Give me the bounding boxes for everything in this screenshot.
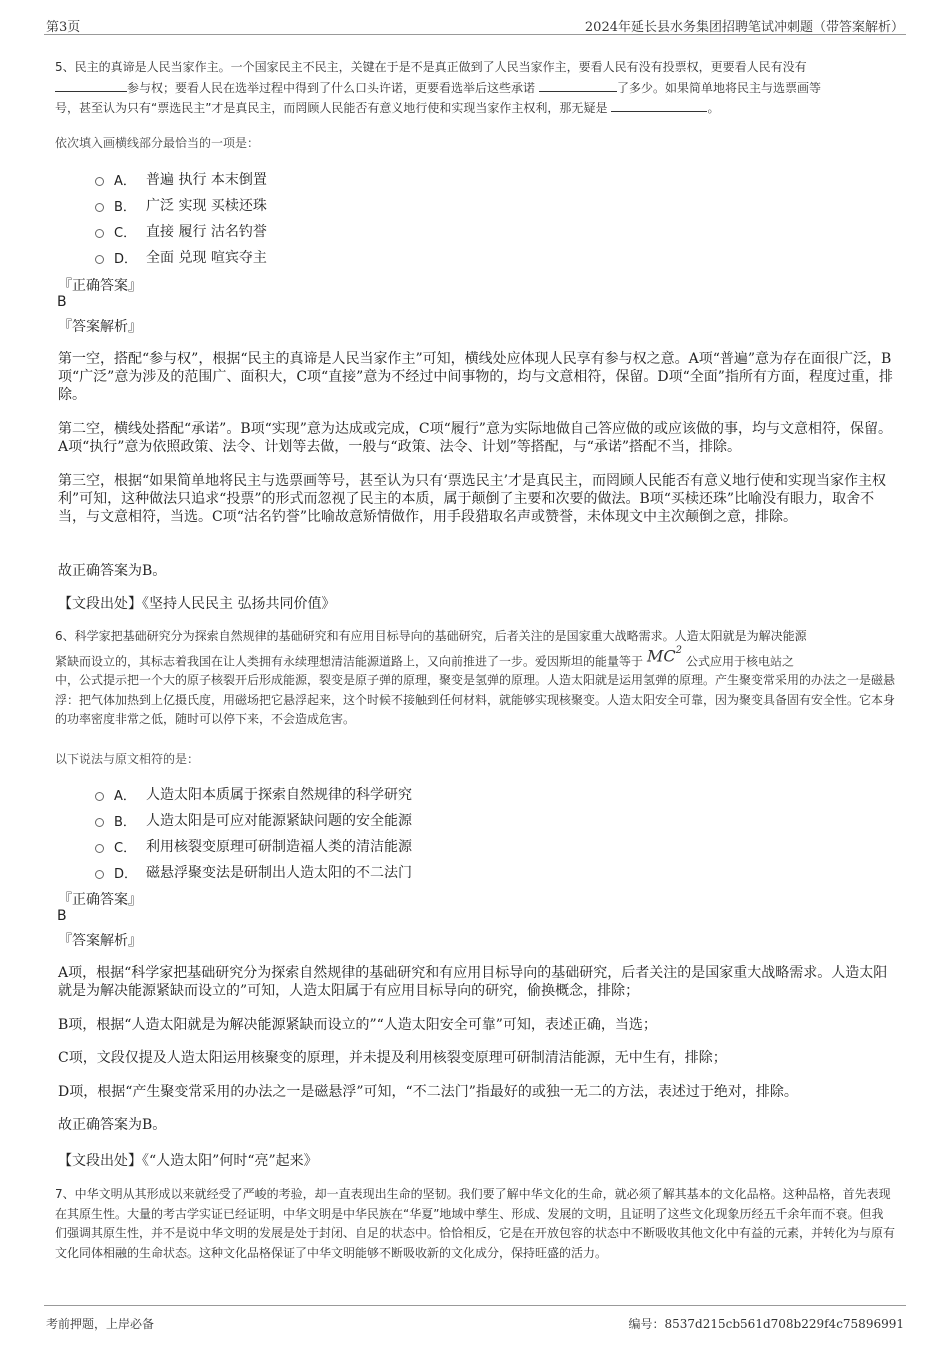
question-7-stem: 7、中华文明从其形成以来就经受了严峻的考验，却一直表现出生命的坚韧。我们要了解中华文化的生命，就必须了解其基本的文化品格。这种品格，首先表现在其原生性。大量的考古学实证已经证明，中华文明是中华民族在“华夏”地域中孳生、形成、发展的文明，且证明了这些文化现象历经五千余年而不衰。但我们强调其原生性，并不是说中华文明的发展是处于封闭、自足的状态中。恰恰相反，它是在开放包容的状态中不断吸收其他文化中有益的元素，并转化为与原有文化同体相融的生命状态。这种文化品格保证了中华文明能够不断吸收新的文化成分，保持旺盛的活力。 xyxy=(55,1187,896,1260)
page-number: 第3页 xyxy=(46,20,81,35)
radio-button[interactable] xyxy=(95,203,104,212)
question-6-stem-text: 6、科学家把基础研究分为探索自然规律的基础研究和有应用目标导向的基础研究，后者关注的是国家重大战略需求。人造太阳就是为解决能源 xyxy=(55,629,807,643)
footer-code-value: 8537d215cb561d708b229f4c75896991 xyxy=(664,1317,904,1331)
question-6-answer-heading: 『正确答案』 xyxy=(58,892,142,908)
option-letter: C． xyxy=(114,225,137,241)
question-5-stem-end: 。 xyxy=(707,101,720,115)
question-6-option-b[interactable] xyxy=(95,807,412,833)
blank-3 xyxy=(611,98,707,112)
question-6-option-d[interactable] xyxy=(95,859,412,885)
formula-exponent: 2 xyxy=(675,644,683,656)
question-5-stem-text: 号，甚至认为只有“票选民主”才是真民主，而罔顾人民能否有意义地行使和实现当家作主权利，那无疑是 xyxy=(55,101,608,115)
option-letter: D． xyxy=(114,866,138,882)
page-footer xyxy=(44,1305,906,1331)
option-text: 人造太阳本质属于探索自然规律的科学研究 xyxy=(146,787,412,803)
option-letter: B． xyxy=(114,814,136,830)
radio-button[interactable] xyxy=(95,818,104,827)
radio-button[interactable] xyxy=(95,229,104,238)
question-5-analysis-3: 第三空，根据“如果简单地将民主与选票画等号，甚至认为只有‘票选民主’才是真民主，而罔顾人民能否有意义地行使和实现当家作主权利”可知，这种做法只追求“投票”的形式而忽视了民主的本质，属于颠倒了主要和次要的做法。B项“买椟还珠”比喻没有眼力，取舍不当，与文意相符，当选。C项“沽名钓誉”比喻故意矫情做作，用手段猎取名声或赞誉，未体现文中主次颠倒之意，排除。 xyxy=(58,473,887,525)
document-title: 2024年延长县水务集团招聘笔试冲刺题（带答案解析） xyxy=(584,20,904,35)
question-5-stem xyxy=(55,58,895,119)
question-6-analysis-a: A项，根据“科学家把基础研究分为探索自然规律的基础研究和有应用目标导向的基础研究，后者关注的是国家重大战略需求。人造太阳就是为解决能源紧缺而设立的”可知，人造太阳属于有应用目标导向的研究，偷换概念，排除； xyxy=(58,965,888,999)
question-6-stem-text: 紧缺而设立的，其标志着我国在让人类拥有永续理想清洁能源道路上，又向前推进了一步。爱因斯坦的能量等于 xyxy=(55,653,644,668)
question-5-analysis-heading: 『答案解析』 xyxy=(58,319,142,335)
question-5-options xyxy=(95,166,267,270)
option-text: 直接 履行 沽名钓誉 xyxy=(146,224,267,240)
option-text: 人造太阳是可应对能源紧缺问题的安全能源 xyxy=(146,813,412,829)
option-text: 利用核裂变原理可研制造福人类的清洁能源 xyxy=(146,839,412,855)
question-6-option-a[interactable] xyxy=(95,781,412,807)
question-5-answer: B xyxy=(57,294,67,310)
question-6-stem xyxy=(55,627,895,730)
radio-button[interactable] xyxy=(95,792,104,801)
question-6-stem-text: 公式应用于核电站之 xyxy=(686,653,795,668)
option-letter: D． xyxy=(114,251,138,267)
footer-code-label: 编号： xyxy=(628,1317,665,1331)
question-5-option-c[interactable] xyxy=(95,218,267,244)
question-6-stem-text: 中，公式提示把一个大的原子核裂开后形成能源，裂变是原子弹的原理，聚变是氢弹的原理。人造太阳就是运用氢弹的原理。产生聚变常采用的办法之一是磁悬浮：把气体加热到上亿摄氏度，用磁场把它悬浮起来，这个时候不接触到任何材料，就能够实现核聚变。人造太阳安全可靠，因为聚变具备固有安全性。它本身的功率密度非常之低，随时可以停下来，不会造成危害。 xyxy=(55,673,896,727)
question-6-conclusion: 故正确答案为B。 xyxy=(58,1117,167,1133)
question-6-prompt: 以下说法与原文相符的是： xyxy=(55,752,200,766)
radio-button[interactable] xyxy=(95,177,104,186)
question-6-analysis-c: C项，文段仅提及人造太阳运用核聚变的原理，并未提及利用核裂变原理可研制清洁能源，无中生有，排除； xyxy=(58,1050,727,1066)
option-letter: A． xyxy=(114,173,136,189)
question-5-source: 【文段出处】《坚持人民民主 弘扬共同价值》 xyxy=(58,596,336,612)
footer-slogan: 考前押题，上岸必备 xyxy=(46,1317,155,1331)
blank-2 xyxy=(539,78,617,92)
question-5-stem-text: 了多少。如果简单地将民主与选票画等 xyxy=(617,80,822,95)
option-text: 磁悬浮聚变法是研制出人造太阳的不二法门 xyxy=(146,865,412,881)
question-5-option-a[interactable] xyxy=(95,166,267,192)
formula-base: MC xyxy=(647,645,676,665)
question-6-analysis-d: D项，根据“产生聚变常采用的办法之一是磁悬浮”可知，“不二法门”指最好的或独一无二的方法，表述过于绝对，排除。 xyxy=(58,1084,798,1100)
question-5-option-d[interactable] xyxy=(95,244,267,270)
question-6-options xyxy=(95,781,412,885)
footer-code xyxy=(629,1315,905,1332)
question-6-source: 【文段出处】《“人造太阳”何时“亮”起来》 xyxy=(58,1153,318,1169)
option-text: 广泛 实现 买椟还珠 xyxy=(146,198,267,214)
question-5-analysis-2: 第二空，横线处搭配“承诺”。B项“实现”意为达成或完成，C项“履行”意为实际地做自己答应做的或应该做的事，均与文意相符，保留。A项“执行”意为依照政策、法令、计划等去做，一般与“政策、法令、计划”等搭配，与“承诺”搭配不当，排除。 xyxy=(58,421,892,455)
question-5-stem-text: 参与权；要看人民在选举过程中得到了什么口头许诺，更要看选举后这些承诺 xyxy=(127,80,536,95)
page-header xyxy=(44,14,906,35)
option-letter: C． xyxy=(114,840,137,856)
option-text: 普遍 执行 本末倒置 xyxy=(146,172,267,188)
question-5-option-b[interactable] xyxy=(95,192,267,218)
option-text: 全面 兑现 喧宾夺主 xyxy=(146,250,267,266)
question-6-analysis-heading: 『答案解析』 xyxy=(58,933,142,949)
question-6-answer: B xyxy=(57,908,67,924)
radio-button[interactable] xyxy=(95,255,104,264)
radio-button[interactable] xyxy=(95,870,104,879)
formula-mc2 xyxy=(647,643,682,666)
question-5-answer-heading: 『正确答案』 xyxy=(58,278,142,294)
question-6-option-c[interactable] xyxy=(95,833,412,859)
question-5-prompt: 依次填入画横线部分最恰当的一项是： xyxy=(55,136,260,150)
option-letter: B． xyxy=(114,199,136,215)
blank-1 xyxy=(55,78,127,92)
option-letter: A． xyxy=(114,788,136,804)
question-5-analysis-1: 第一空，搭配“参与权”，根据“民主的真谛是人民当家作主”可知，横线处应体现人民享有参与权之意。A项“普遍”意为存在面很广泛，B项“广泛”意为涉及的范围广、面积大，C项“直接”意为不经过中间事物的，均与文意相符，保留。D项“全面”指所有方面，程度过重，排除。 xyxy=(58,351,893,403)
question-5-conclusion: 故正确答案为B。 xyxy=(58,563,167,579)
question-6-analysis-b: B项，根据“人造太阳就是为解决能源紧缺而设立的”“人造太阳安全可靠”可知，表述正确，当选； xyxy=(58,1017,657,1033)
question-5-stem-text: 5、民主的真谛是人民当家作主。一个国家民主不民主，关键在于是不是真正做到了人民当家作主，要看人民有没有投票权，更要看人民有没有 xyxy=(55,60,807,74)
radio-button[interactable] xyxy=(95,844,104,853)
